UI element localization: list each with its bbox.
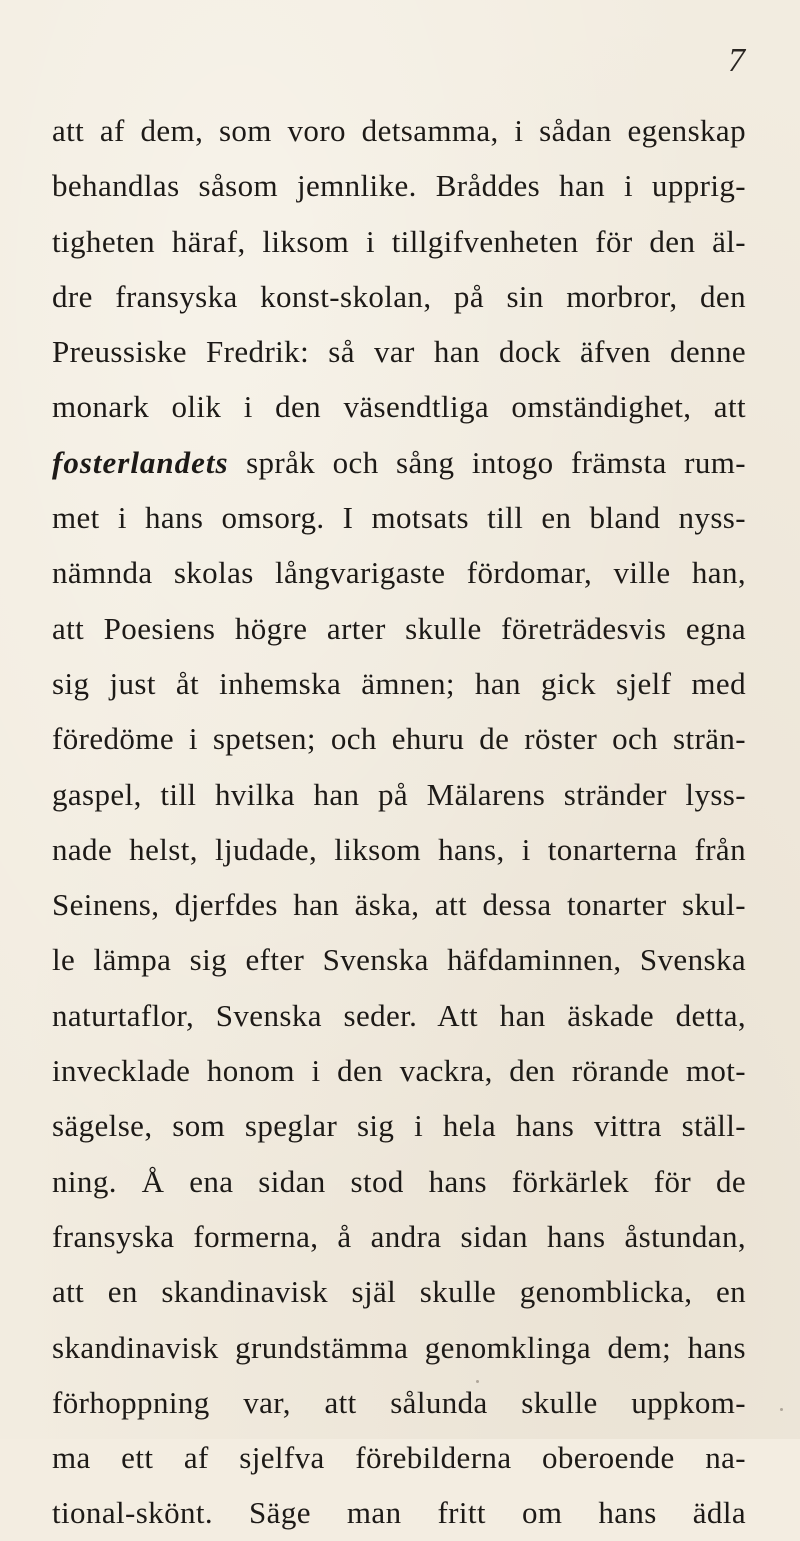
- text-line-rest: språk och sång intogo främsta rum-: [246, 444, 746, 480]
- text-line: invecklade honom i den vackra, den rörande mot-: [52, 1053, 746, 1089]
- text-line: att en skandinavisk själ skulle genomblicka, en: [52, 1274, 746, 1310]
- emphasized-word: fosterlandets: [52, 444, 229, 480]
- text-line: ning. Å ena sidan stod hans förkärlek för de: [52, 1163, 746, 1199]
- paper-speck: [780, 1408, 783, 1411]
- text-line: tigheten häraf, liksom i tillgifvenheten för den äl-: [52, 223, 746, 259]
- text-line: tional-skönt. Säge man fritt om hans ädla: [52, 1495, 746, 1531]
- text-line: nade helst, ljudade, liksom hans, i tonarterna från: [52, 831, 746, 867]
- text-line: nämnda skolas långvarigaste fördomar, ville han,: [52, 555, 746, 591]
- paper-speck: [476, 1380, 479, 1383]
- text-line: föredöme i spetsen; och ehuru de röster och strän-: [52, 721, 746, 757]
- text-line: Seinens, djerfdes han äska, att dessa tonarter skul-: [52, 887, 746, 923]
- text-line: sägelse, som speglar sig i hela hans vittra ställ-: [52, 1108, 746, 1144]
- text-line: förhoppning var, att sålunda skulle uppkom-: [52, 1384, 746, 1420]
- paper-speck: [288, 1346, 291, 1349]
- text-line: le lämpa sig efter Svenska häfdaminnen, Svenska: [52, 942, 746, 978]
- text-line: dre fransyska konst-skolan, på sin morbror, den: [52, 278, 746, 314]
- text-line: sig just åt inhemska ämnen; han gick sjelf med: [52, 665, 746, 701]
- text-line: att af dem, som voro detsamma, i sådan egenskap: [52, 113, 746, 148]
- text-line: behandlas såsom jemnlike. Bråddes han i upprig-: [52, 168, 746, 204]
- text-line: att Poesiens högre arter skulle företrädesvis egna: [52, 610, 746, 646]
- text-line: monark olik i den väsendtliga omständighet, att: [52, 389, 746, 425]
- text-line: met i hans omsorg. I motsats till en bland nyss-: [52, 500, 746, 536]
- text-line: gaspel, till hvilka han på Mälarens stränder lyss-: [52, 776, 746, 812]
- text-line: fransyska formerna, å andra sidan hans åstundan,: [52, 1218, 746, 1254]
- text-line: naturtaflor, Svenska seder. Att han äskade detta,: [52, 997, 746, 1033]
- text-line-emphasis: [52, 435, 746, 490]
- page-number: 7: [728, 42, 745, 79]
- text-line: ma ett af sjelfva förebilderna oberoende na-: [52, 1440, 746, 1476]
- body-text: [52, 103, 746, 1541]
- text-line: Preussiske Fredrik: så var han dock äfven denne: [52, 334, 746, 370]
- text-line: skandinavisk grundstämma genomklinga dem; hans: [52, 1329, 746, 1365]
